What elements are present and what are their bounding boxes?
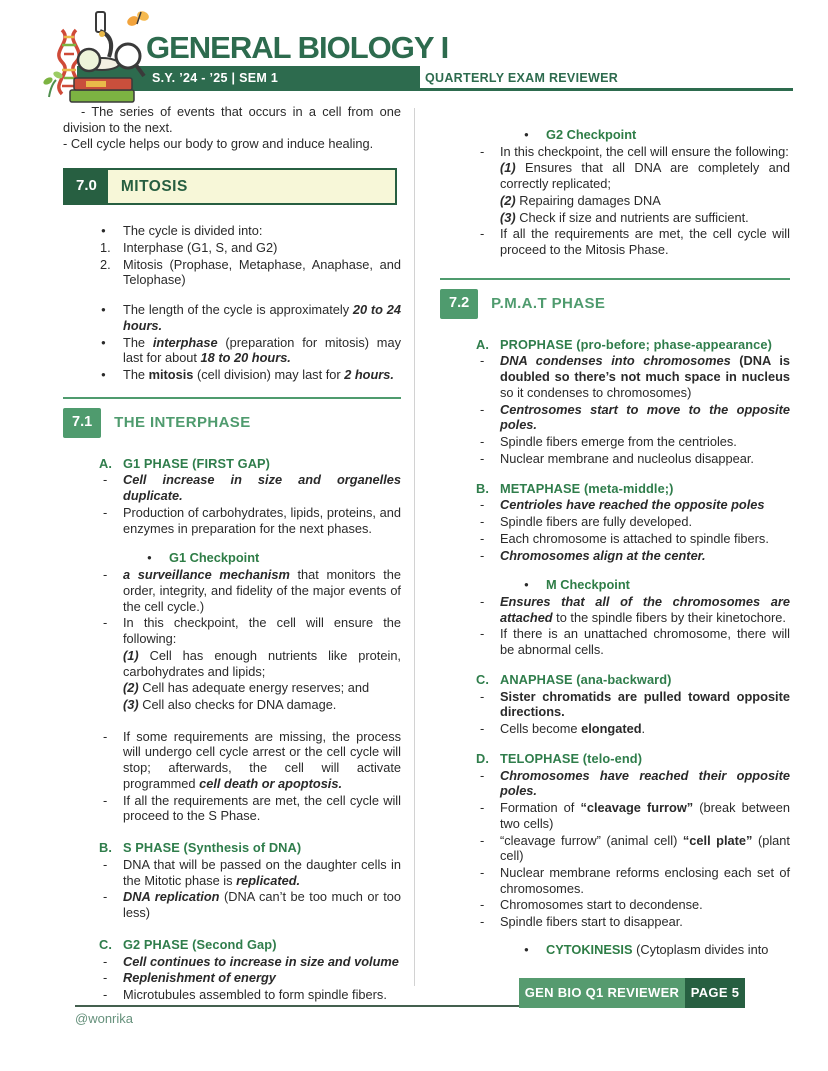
checkpoint-heading [440,942,790,958]
text-segment: that monitors the order, integrity, and fidelity of the major events of the cell cycle.) [123,567,401,614]
list-marker: - [480,688,485,704]
dash-item [63,889,401,920]
text-segment: METAPHASE (meta-middle;) [500,480,674,496]
item-text [500,160,790,191]
list-marker: ● [101,370,106,380]
continuation-line [63,648,401,679]
text-segment: (preparation for mitosis) may last for about [123,334,401,366]
list-marker: - [103,728,108,744]
dash-item [440,865,790,896]
item-text [123,367,394,382]
section-title: P.M.A.T PHASE [491,294,606,312]
text-segment: Microtubules assembled to form spindle fibers. [123,987,387,1002]
paragraph [63,136,401,152]
list-marker: B. [99,840,112,856]
item-text [500,800,790,831]
section-number: 7.0 [65,170,108,203]
text-segment: (1) [123,647,139,663]
item-text [63,136,373,151]
phase-heading [440,481,790,497]
item-text [123,680,369,695]
item-text [123,456,270,471]
books-icon [70,78,134,102]
dash-item [440,531,790,547]
bullet-item [63,223,401,239]
continuation-line [440,193,790,209]
text-segment: M Checkpoint [546,577,630,593]
text-segment: Chromosomes have reached their opposite poles. [500,767,790,799]
section-number: 7.1 [63,408,101,438]
list-marker: A. [99,455,112,471]
text-segment: Sister chromatids are pulled toward opposite directions. [500,688,790,720]
text-segment: Spindle fibers start to disappear. [500,914,683,930]
bullet-item [63,302,401,333]
text-segment: “cleavage furrow” (animal cell) [500,832,683,848]
list-marker: D. [476,750,489,766]
list-marker: - [480,434,485,450]
dash-item [440,144,790,160]
item-text [123,505,401,536]
item-text [500,914,683,929]
item-text [123,970,276,985]
text-segment: - The series of events that occurs in a cell from one division to the next. [63,104,401,135]
text-segment: elongated [581,721,642,737]
list-marker: ● [101,337,106,347]
text-segment: CYTOKINESIS [546,941,633,957]
list-marker: - [103,472,108,488]
text-segment: (DNA is doubled so there’s not much space in nucleus [500,353,790,385]
continuation-line [63,697,401,713]
text-segment: (plant cell) [500,832,790,864]
text-segment: Nuclear membrane and nucleolus disappear. [500,450,754,466]
list-marker: 2. [100,256,111,272]
item-text [500,594,790,625]
item-text [123,223,262,238]
list-marker: ● [524,130,529,139]
dash-item [440,689,790,720]
dash-item [440,402,790,433]
list-marker: - [480,514,485,530]
section-header-box [63,168,397,205]
item-text [123,937,277,952]
list-marker: ● [524,580,529,590]
dash-item [440,226,790,257]
section-title: THE INTERPHASE [114,413,251,431]
text-segment: - Cell cycle helps our body to grow and induce healing. [63,136,374,152]
item-text [500,434,737,449]
phase-heading [63,456,401,472]
list-marker: - [103,856,108,872]
dash-item [440,548,790,564]
text-segment: (3) [123,696,139,712]
item-text [500,144,789,159]
list-marker: - [480,767,485,783]
text-segment: DNA condenses into chromosomes [500,353,731,369]
item-text [500,531,769,546]
text-segment: The [123,367,149,383]
item-text [123,793,401,824]
text-segment: Nuclear membrane reforms enclosing each set of chromosomes. [500,865,790,896]
item-text [123,954,399,969]
text-segment: TELOPHASE (telo-end) [500,750,643,766]
text-segment: The cycle is divided into: [123,223,263,239]
dash-item [63,857,401,888]
dash-item [63,505,401,536]
item-text [123,697,336,712]
list-marker: C. [99,936,112,952]
text-segment: G1 Checkpoint [169,550,260,566]
page-title: GENERAL BIOLOGY I [146,30,449,65]
dash-item [440,514,790,530]
list-marker: - [480,865,485,880]
checkpoint-heading [440,127,790,143]
text-segment: Production of carbohydrates, lipids, proteins, and enzymes in preparation for the next phases. [123,504,401,536]
dash-item [63,729,401,792]
item-text [123,889,401,920]
item-text [63,104,401,135]
item-text [546,942,768,957]
item-text [546,127,636,142]
item-text [123,240,277,255]
checkpoint-heading [63,550,401,566]
text-segment: Formation of [500,800,581,816]
butterfly-icon [126,10,151,28]
text-segment: Ensures that all DNA are completely and correctly replicated; [500,160,790,192]
text-segment: In this checkpoint, the cell will ensure the following: [123,615,401,647]
item-text [500,768,790,799]
dash-item [440,800,790,831]
text-segment: Spindle fibers emerge from the centrioles. [500,434,737,450]
text-segment: a surveillance mechanism [123,567,290,583]
item-text [546,577,630,592]
column-divider [414,108,415,986]
text-segment: Cell has enough nutrients like protein, carbohydrates and lipids; [123,647,401,679]
item-text [123,472,401,503]
item-text [500,689,790,720]
list-marker: ● [524,944,529,954]
text-segment: Ensures that all of the chromosomes are attached [500,593,790,625]
header-rule [420,88,793,91]
text-segment: If all the requirements are met, the cell cycle will proceed to the S Phase. [123,792,401,824]
section-header [440,278,790,319]
list-marker: - [480,143,485,159]
item-text [500,833,790,864]
text-segment: Cell also checks for DNA damage. [138,696,337,712]
section-header [63,397,401,438]
text-segment: Mitosis (Prophase, Metaphase, Anaphase, and Telophase) [123,256,401,288]
item-text [500,451,754,466]
text-segment: Cell has adequate energy reserves; and [138,680,370,696]
left-column [63,104,401,1004]
dash-item [63,987,401,1003]
list-marker: C. [476,671,489,687]
dash-item [440,897,790,913]
text-segment: 18 to 20 hours. [200,350,291,366]
list-marker: - [480,626,485,642]
text-segment: 2 hours. [344,367,394,383]
footer-reviewer-badge: GEN BIO Q1 REVIEWER [519,978,685,1008]
checkpoint-heading [440,577,790,593]
text-segment: Chromosomes start to decondense. [500,897,703,913]
text-segment: Centrioles have reached the opposite poles [500,497,765,513]
item-text [123,567,401,613]
text-segment: DNA replication [123,889,220,905]
text-segment: replicated. [236,872,301,888]
paragraph [63,104,401,135]
dash-item [63,970,401,986]
numbered-item [63,240,401,256]
text-segment: Each chromosome is attached to spindle fibers. [500,530,769,546]
logo-illustration [40,4,164,106]
author-handle: @wonrika [75,1011,133,1026]
text-segment: (cell division) may last for [193,367,345,383]
list-marker: - [480,401,485,417]
list-marker: A. [476,336,489,352]
dash-item [63,615,401,646]
item-text [123,615,401,646]
item-text [123,648,401,679]
bullet-item [63,335,401,366]
text-segment: 20 to 24 hours. [123,302,401,333]
school-year-text: S.Y. ’24 - ’25 | SEM 1 [152,71,279,85]
dash-item [440,451,790,467]
item-text [500,210,749,225]
text-segment: ANAPHASE (ana-backward) [500,671,672,687]
text-segment: G2 PHASE (Second Gap) [123,936,277,952]
item-text [500,193,661,208]
text-segment: (2) [500,192,516,208]
dash-item [440,914,790,930]
item-text [500,751,642,766]
text-segment: In this checkpoint, the cell will ensure the following: [500,143,789,159]
text-segment: so it condenses to chromosomes) [500,384,692,400]
item-text [123,335,401,366]
list-marker: - [480,800,485,816]
text-segment: The [123,334,153,350]
list-marker: - [103,792,108,808]
text-segment: If there is an unattached chromosome, there will be abnormal cells. [500,626,790,658]
magnifier-icon [116,44,144,76]
text-segment: (DNA can’t be too much or too less) [123,889,401,921]
item-text [123,857,401,888]
list-marker: - [480,226,485,242]
list-marker: - [480,353,485,369]
list-marker: - [480,914,485,930]
continuation-line [440,210,790,226]
phase-heading [440,337,790,353]
dash-item [440,721,790,737]
item-text [169,550,259,565]
text-segment: DNA that will be passed on the daughter cells in the Mitotic phase is [123,856,401,888]
text-segment: (1) [500,160,516,176]
phase-heading [63,840,401,856]
continuation-line [63,680,401,696]
dash-item [63,472,401,503]
dash-item [440,833,790,864]
item-text [500,497,765,512]
text-segment: Check if size and nutrients are sufficient. [515,209,749,225]
list-marker: - [103,970,108,986]
text-segment: Centrosomes start to move to the opposite poles. [500,401,790,433]
section-number: 7.2 [440,289,478,319]
text-segment: (Cytoplasm divides into [632,941,769,957]
item-text [500,865,790,896]
text-segment: (3) [500,209,516,225]
item-text [123,729,401,791]
item-text [500,514,692,529]
text-segment: If all the requirements are met, the cell cycle will proceed to the Mitosis Phase. [500,226,790,258]
section-rule [63,397,401,399]
text-segment: G2 Checkpoint [546,127,637,142]
item-text [500,897,703,912]
text-segment: Replenishment of energy [123,970,276,986]
text-segment: “cleavage furrow” [580,800,694,816]
text-segment: interphase [152,334,218,350]
phase-heading [63,937,401,953]
list-marker: - [103,953,108,969]
phase-heading [440,751,790,767]
list-marker: - [480,593,485,609]
item-text [123,987,387,1002]
dash-item [440,497,790,513]
dash-item [440,353,790,400]
section-row [63,408,401,438]
item-text [500,353,790,399]
list-marker: - [480,832,485,848]
item-text [500,548,706,563]
item-text [500,402,790,433]
list-marker: - [480,530,485,546]
list-marker: - [480,497,485,513]
section-rule [440,278,790,280]
text-segment: Interphase (G1, S, and G2) [123,240,278,255]
list-marker: 1. [100,240,111,255]
list-marker: ● [147,553,152,563]
list-marker: - [103,987,108,1002]
text-segment: PROPHASE (pro-before; phase-appearance) [500,336,772,352]
section-row [440,289,790,319]
phase-heading [440,672,790,688]
list-marker: - [103,889,108,905]
text-segment: Cells become [500,721,582,737]
text-segment: Cell increase in size and organelles duplicate. [123,472,401,504]
microscope-icon [78,12,119,71]
item-text [500,626,790,657]
dash-item [440,594,790,625]
item-text [123,257,401,288]
section-title: MITOSIS [120,178,188,196]
item-text [500,721,645,736]
item-text [500,672,672,687]
footer-page-badge: PAGE 5 [685,978,745,1008]
text-segment: (2) [123,680,139,696]
continuation-line [440,160,790,191]
text-segment: . [641,721,646,737]
text-segment: The length of the cycle is approximately [123,302,353,318]
dash-item [440,768,790,799]
item-text [123,302,401,333]
dash-item [63,567,401,614]
list-marker: - [480,450,485,466]
text-segment: Cell continues to increase in size and volume [123,953,399,969]
item-text [123,840,301,855]
dash-item [63,954,401,970]
list-marker: ● [101,305,106,315]
list-marker: - [480,897,485,913]
text-segment: Chromosomes align at the center. [500,547,706,563]
list-marker: - [103,504,108,520]
list-marker: - [480,547,485,563]
text-segment: Spindle fibers are fully developed. [500,514,693,530]
text-segment: “cell plate” [682,832,753,848]
list-marker: ● [101,226,106,236]
dash-item [63,793,401,824]
dash-item [440,626,790,657]
bullet-item [63,367,401,383]
right-column [440,127,790,959]
item-text [500,226,790,257]
numbered-item [63,257,401,288]
text-segment: Repairing damages DNA [515,192,661,208]
list-marker: - [103,567,108,583]
text-segment: mitosis [148,367,194,383]
text-segment: cell death or apoptosis. [199,775,343,791]
list-marker: B. [476,480,489,496]
list-marker: - [480,721,485,737]
dash-item [440,434,790,450]
item-text [500,337,772,352]
reviewer-label: QUARTERLY EXAM REVIEWER [425,71,619,85]
item-text [500,481,674,496]
text-segment: S PHASE (Synthesis of DNA) [123,840,302,856]
text-segment: If some requirements are missing, the process will undergo cell cycle arrest or the cell cycle will stop; afterwards, the cell will activate programmed [123,728,401,791]
list-marker: - [103,615,108,631]
text-segment: (break between two cells) [500,800,791,831]
text-segment: G1 PHASE (FIRST GAP) [123,455,271,471]
text-segment: to the spindle fibers by their kinetochore. [552,609,786,625]
